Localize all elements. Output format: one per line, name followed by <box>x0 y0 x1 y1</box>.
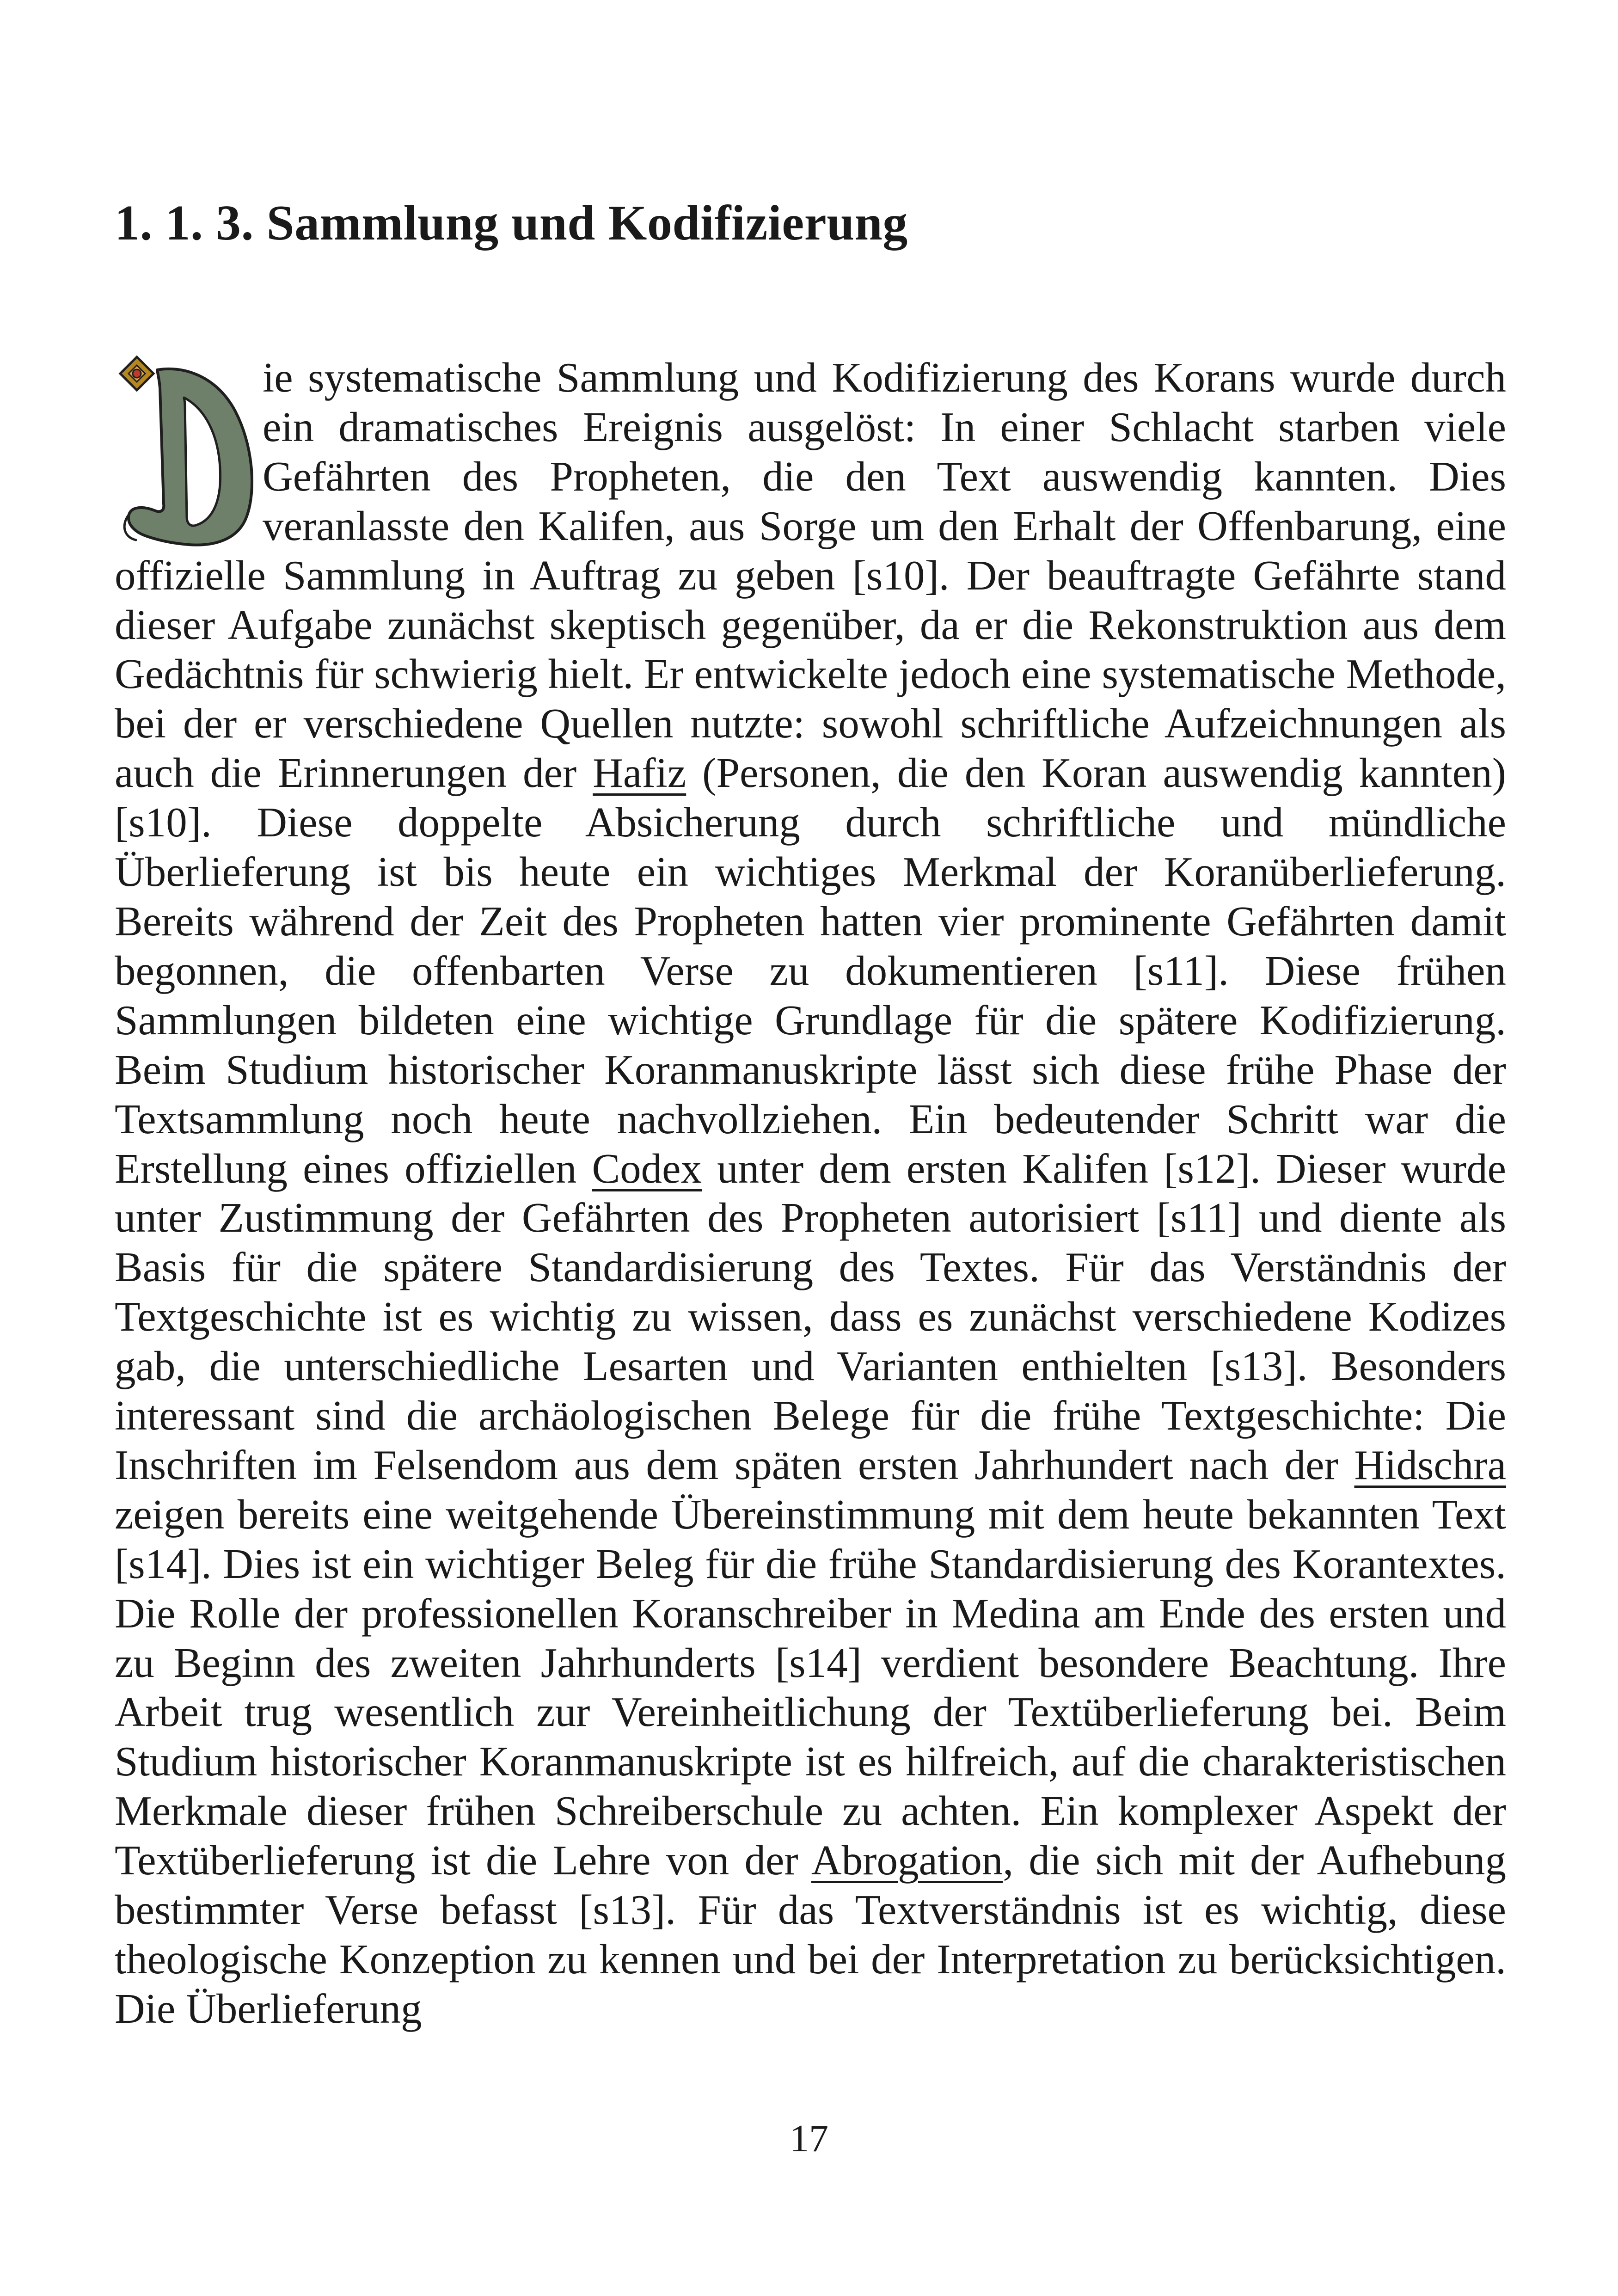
ornament-diamond-icon <box>120 357 153 390</box>
paragraph-segment: ie systematische Sammlung und Kodifizierung des Korans wurde durch ein dramatisches Ereignis ausgelöst: In einer Schlacht starben viele Gefährten des Propheten, die den Text auswendig kannten. Dies veranlasste den Kalifen, aus Sorge um den Erhalt der Offenbarung, eine offizielle Sammlung in Auftrag zu geben [s10]. Der beauftragte Gefährte stand dieser Aufgabe zunächst skeptisch gegenüber, da er die Rekonstruktion aus dem Gedächtnis für schwierig hielt. Er entwickelte jedoch eine systematische Methode, bei der er verschiedene Quellen nutzte: sowohl schriftliche Aufzeichnungen als auch die Erinnerungen der <box>115 354 1506 797</box>
term-hafiz-link[interactable]: Hafiz <box>593 749 686 797</box>
term-codex-link[interactable]: Codex <box>592 1145 702 1192</box>
page-number: 17 <box>790 2117 828 2160</box>
section-heading: 1. 1. 3. Sammlung und Kodifizierung <box>115 196 908 251</box>
body-paragraph <box>115 353 1506 2034</box>
term-hidschra-link[interactable]: Hidschra <box>1354 1441 1506 1488</box>
paragraph-segment: , die sich mit der Aufhebung bestimmter Verse befasst [s13]. Für das Textverständnis ist es wichtig, diese theologische Konzeption zu kennen und bei der Interpretation zu berücksichtigen. Die Überlieferung <box>115 1837 1506 2032</box>
paragraph-segment: unter dem ersten Kalifen [s12]. Dieser wurde unter Zustimmung der Gefährten des Propheten autorisiert [s11] und diente als Basis für die spätere Standardisierung des Textes. Für das Verständnis der Textgeschichte ist es wichtig zu wissen, dass es zunächst verschiedene Kodizes gab, die unterschiedliche Lesarten und Varianten enthielten [s13]. Besonders interessant sind die archäologischen Belege für die frühe Textgeschichte: Die Inschriften im Felsendom aus dem späten ersten Jahrhundert nach der <box>115 1145 1506 1488</box>
drop-cap-initial <box>115 353 263 551</box>
paragraph-segment: zeigen bereits eine weitgehende Übereinstimmung mit dem heute bekannten Text [s14]. Dies ist ein wichtiger Beleg für die frühe Standardisierung des Korantextes. Die Rolle der professionellen Koranschreiber in Medina am Ende des ersten und zu Beginn des zweiten Jahrhunderts [s14] verdient besondere Beachtung. Ihre Arbeit trug wesentlich zur Vereinheitlichung der Textüberlieferung bei. Beim Studium historischer Koranmanuskripte ist es hilfreich, auf die charakteristischen Merkmale dieser frühen Schreiberschule zu achten. Ein komplexer Aspekt der Textüberlieferung ist die Lehre von der <box>115 1491 1506 1884</box>
paragraph-segment: (Personen, die den Koran auswendig kannten) [s10]. Diese doppelte Absicherung durch schriftliche und mündliche Überlieferung ist bis heute ein wichtiges Merkmal der Koranüberlieferung. Bereits während der Zeit des Propheten hatten vier prominente Gefährten damit begonnen, die offenbarten Verse zu dokumentieren [s11]. Diese frühen Sammlungen bildeten eine wichtige Grundlage für die spätere Kodifizierung. Beim Studium historischer Koranmanuskripte lässt sich diese frühe Phase der Textsammlung noch heute nachvollziehen. Ein bedeutender Schritt war die Erstellung eines offiziellen <box>115 749 1506 1192</box>
term-abrogation-link[interactable]: Abrogation <box>811 1837 1003 1884</box>
drop-cap-letter-d-icon <box>115 353 263 551</box>
